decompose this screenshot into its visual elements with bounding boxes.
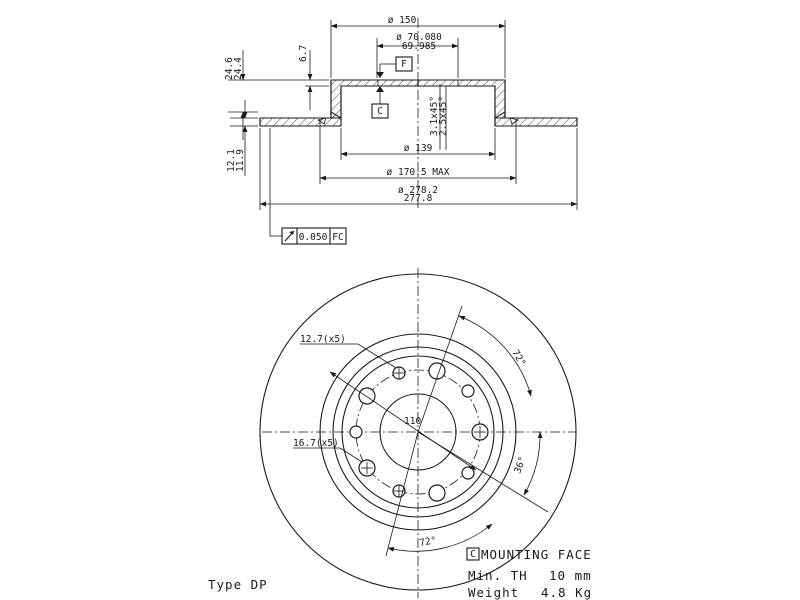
dim-thickness-top: 12.1 [226, 149, 237, 172]
angle-ray [386, 432, 418, 556]
datum-f-leader [380, 64, 396, 78]
angle-arc-bottom [388, 524, 492, 551]
hole-small-label: 12.7(x5) [300, 334, 346, 345]
dim-hub-height-top: 24.6 [224, 57, 235, 80]
dim-flange: 6.7 [298, 44, 309, 62]
dim-disc-top: ø 278.2 [397, 185, 439, 196]
dim-disc-bottom: 277.8 [403, 193, 433, 204]
runout-tolerance: 0.050 [298, 232, 328, 243]
notes-block [208, 547, 592, 600]
dim-d139: ø 139 [403, 143, 433, 154]
bolt-hole [350, 426, 362, 438]
runout-leader [270, 128, 282, 236]
dim-chamfer-bottom: 2.5x45° [438, 95, 449, 136]
dim-bore-top: ø 70.080 [396, 32, 442, 43]
bolt-hole [462, 467, 474, 479]
pcd-label: 110 [404, 416, 422, 427]
angle-top-label: 72° [509, 348, 528, 369]
hole-large-label: 16.7(x5) [293, 438, 339, 449]
dim-bore-bottom: 69.985 [401, 41, 437, 52]
note-weight-label: Weight [468, 585, 520, 600]
note-mounting-face: MOUNTING FACE [481, 547, 592, 562]
bolt-hole [429, 485, 445, 501]
angle-bottom-label: 72° [418, 535, 438, 549]
note-weight-value: 4.8 Kg [541, 585, 593, 600]
note-type: Type DP [208, 577, 268, 592]
dim-thickness-bottom: 11.9 [235, 149, 246, 172]
bolt-hole [462, 385, 474, 397]
disc-ring-left [260, 112, 341, 126]
note-min-th-label: Min. TH [468, 568, 528, 583]
angle-right-label: 36° [512, 455, 529, 476]
dim-chamfer-top: 3.1x45° [429, 95, 440, 136]
section-view [224, 15, 577, 244]
datum-c-triangle [376, 86, 384, 92]
dim-hub-height-bottom: 24.4 [233, 57, 244, 80]
dim-outer-diameter: ø 150 [387, 15, 417, 26]
dim-d170: ø 170.5 MAX [386, 167, 450, 178]
datum-c: C [377, 106, 383, 117]
datum-f: F [401, 59, 407, 70]
hole-large-leader [293, 448, 362, 462]
disc-ring-right [495, 112, 577, 126]
note-min-th-value: 10 mm [549, 568, 592, 583]
bolt-hole [359, 388, 375, 404]
angle-ray [418, 306, 462, 432]
hole-small-leader [300, 344, 396, 368]
runout-datum: FC [332, 232, 344, 243]
note-datum-c: C [470, 549, 476, 560]
